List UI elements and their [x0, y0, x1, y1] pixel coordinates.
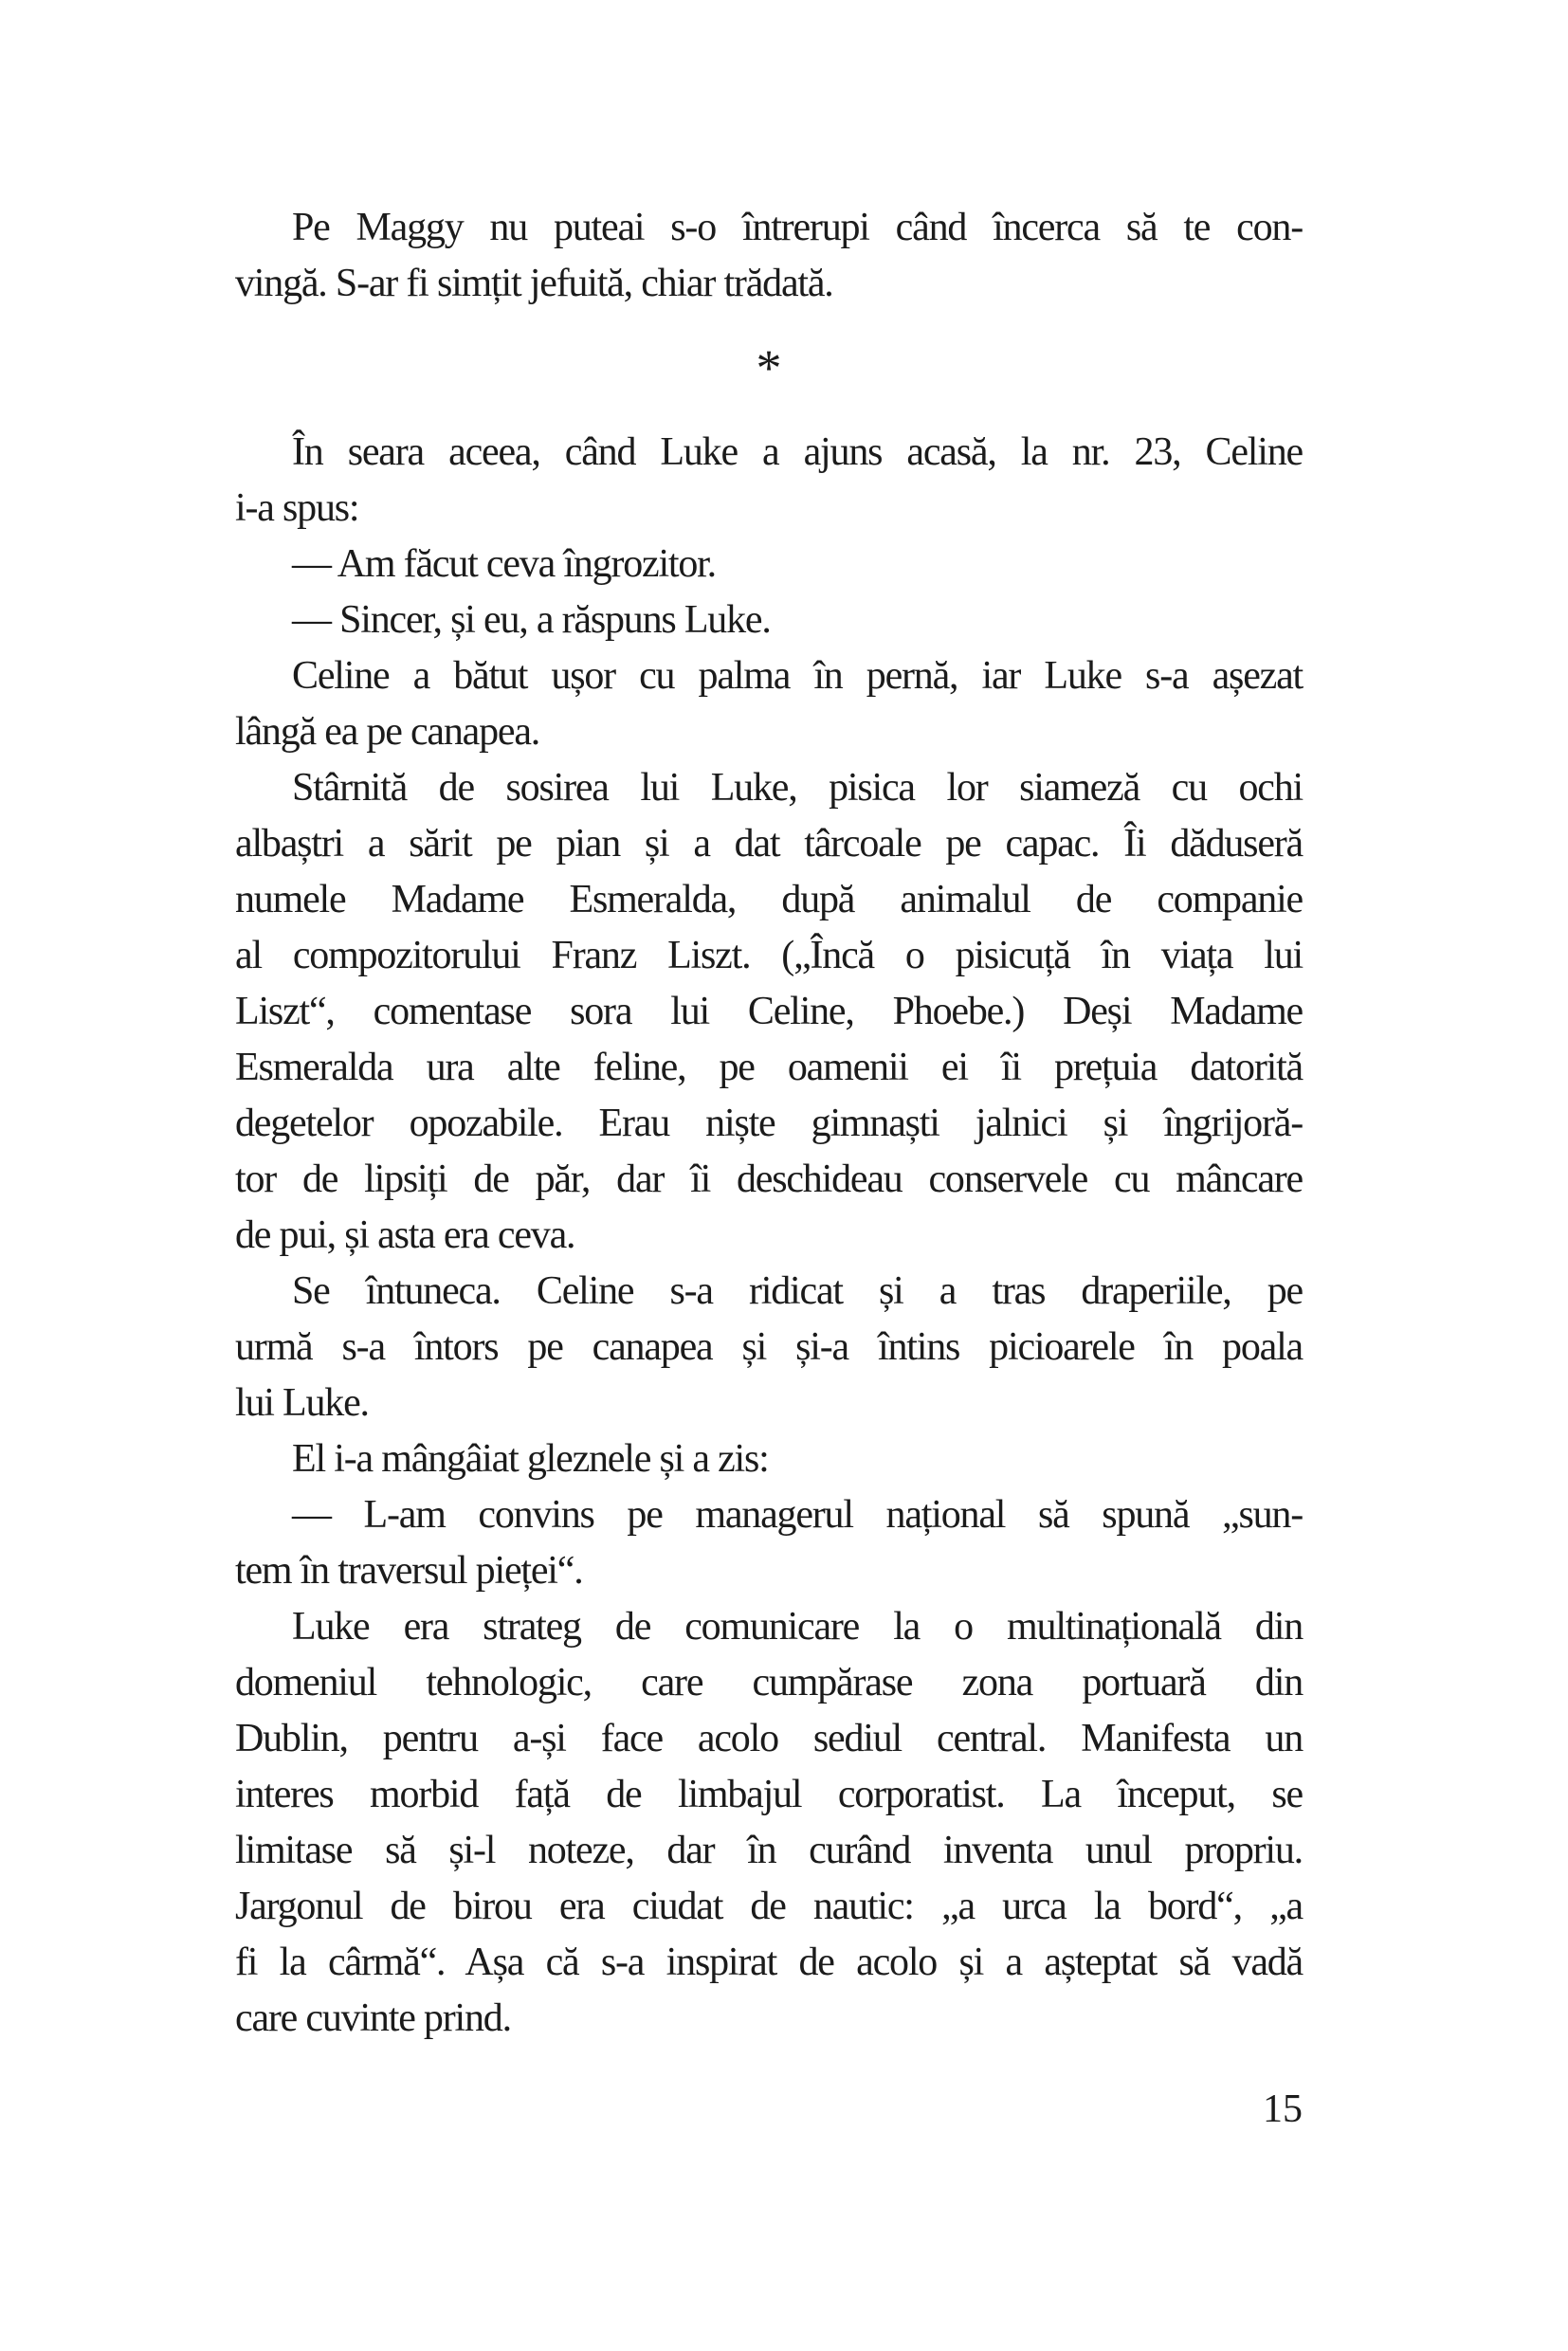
text-line: domeniul tehnologic, care cumpărase zona portuară din: [235, 1661, 1303, 1704]
text-line: lui Luke.: [235, 1381, 369, 1425]
text-line: Luke era strateg de comunicare la o multinațională din: [292, 1605, 1303, 1649]
text-line: Dublin, pentru a-și face acolo sediul central. Manifesta un: [235, 1717, 1303, 1760]
text-line: care cuvinte prind.: [235, 1996, 511, 2040]
text-line: Esmeralda ura alte feline, pe oamenii ei îi prețuia datorită: [235, 1046, 1303, 1089]
text-line: Stârnită de sosirea lui Luke, pisica lor siameză cu ochi: [292, 766, 1303, 810]
text-line: al compozitorului Franz Liszt. („Încă o pisicuță în viața lui: [235, 934, 1303, 977]
text-line: Liszt“, comentase sora lui Celine, Phoebe.) Deși Madame: [235, 990, 1303, 1033]
text-line: Jargonul de birou era ciudat de nautic: „a urca la bord“, „a: [235, 1885, 1303, 1928]
text-line: În seara aceea, când Luke a ajuns acasă, la nr. 23, Celine: [292, 430, 1303, 474]
text-line: Se întuneca. Celine s-a ridicat și a tras draperiile, pe: [292, 1269, 1303, 1313]
text-line: — Sincer, și eu, a răspuns Luke.: [292, 598, 771, 642]
text-line: tem în traversul pieței“.: [235, 1549, 583, 1593]
text-line: numele Madame Esmeralda, după animalul de companie: [235, 878, 1303, 921]
text-line: Celine a bătut ușor cu palma în pernă, iar Luke s-a așezat: [292, 654, 1303, 698]
text-line: albaștri a sărit pe pian și a dat târcoale pe capac. Îi dăduseră: [235, 822, 1303, 866]
text-line: — Am făcut ceva îngrozitor.: [292, 542, 716, 586]
text-line: i-a spus:: [235, 486, 359, 530]
text-line: urmă s-a întors pe canapea și și-a întins picioarele în poala: [235, 1325, 1303, 1369]
text-line: fi la cârmă“. Așa că s-a inspirat de acolo și a așteptat să vadă: [235, 1941, 1303, 1984]
text-line: lângă ea pe canapea.: [235, 710, 540, 754]
text-block: [235, 200, 1303, 2047]
text-line: degetelor opozabile. Erau niște gimnaști jalnici și îngrijoră-: [235, 1102, 1303, 1145]
page-number: 15: [1263, 2087, 1303, 2131]
text-line: Pe Maggy nu puteai s-o întrerupi când încerca să te con-: [292, 206, 1303, 249]
section-separator: *: [756, 339, 782, 396]
text-line: — L-am convins pe managerul național să spună „sun-: [292, 1493, 1303, 1537]
text-line: interes morbid față de limbajul corporatist. La început, se: [235, 1773, 1303, 1816]
text-line: El i-a mângâiat gleznele și a zis:: [292, 1437, 769, 1481]
text-line: tor de lipsiți de păr, dar îi deschideau conservele cu mâncare: [235, 1157, 1303, 1201]
text-line: limitase să și-l noteze, dar în curând inventa unul propriu.: [235, 1829, 1303, 1872]
text-line: vingă. S-ar fi simțit jefuită, chiar trădată.: [235, 262, 833, 305]
text-line: de pui, și asta era ceva.: [235, 1213, 575, 1257]
